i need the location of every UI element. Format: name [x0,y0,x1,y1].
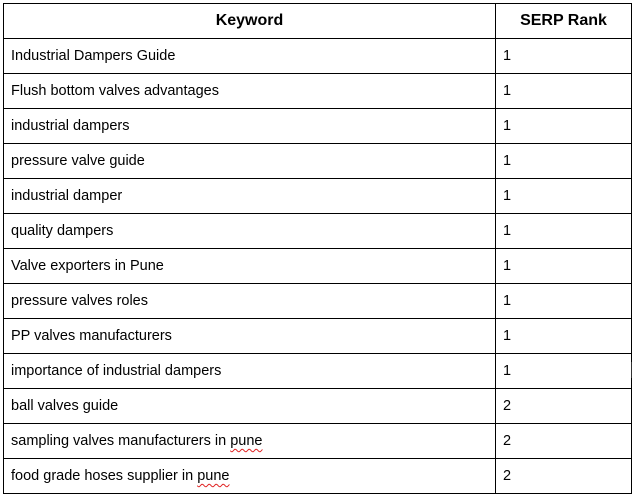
rank-cell: 1 [496,144,632,179]
table-row [4,214,632,249]
table-row [4,319,632,354]
keyword-cell: industrial dampers [4,109,496,144]
keyword-cell: pressure valves roles [4,284,496,319]
table-row [4,144,632,179]
rank-cell: 1 [496,284,632,319]
rank-cell: 1 [496,249,632,284]
keyword-cell: quality dampers [4,214,496,249]
keyword-text: sampling valves manufacturers in [11,433,231,449]
table-row [4,39,632,74]
rank-cell: 1 [496,179,632,214]
keyword-rank-table [3,3,632,494]
table-row [4,459,632,494]
rank-cell: 2 [496,459,632,494]
rank-cell: 1 [496,109,632,144]
keyword-cell: ball valves guide [4,389,496,424]
rank-cell: 1 [496,214,632,249]
table-row [4,424,632,459]
rank-cell: 1 [496,39,632,74]
keyword-text: food grade hoses supplier in [11,468,198,484]
table-row [4,109,632,144]
rank-cell: 1 [496,319,632,354]
keyword-column-header: Keyword [4,4,496,39]
table-row [4,74,632,109]
keyword-cell [4,459,496,494]
keyword-cell: pressure valve guide [4,144,496,179]
serp-rank-column-header: SERP Rank [496,4,632,39]
keyword-cell: Valve exporters in Pune [4,249,496,284]
keyword-cell: Industrial Dampers Guide [4,39,496,74]
table-row [4,179,632,214]
table-row [4,284,632,319]
header-row [4,4,632,39]
rank-cell: 2 [496,389,632,424]
keyword-cell [4,424,496,459]
keyword-cell: industrial damper [4,179,496,214]
spellcheck-flagged-word: pune [197,468,230,484]
keyword-cell: Flush bottom valves advantages [4,74,496,109]
table-row [4,354,632,389]
rank-cell: 2 [496,424,632,459]
table-row [4,389,632,424]
keyword-cell: PP valves manufacturers [4,319,496,354]
table-row [4,249,632,284]
rank-cell: 1 [496,74,632,109]
text-cursor-icon [631,362,632,378]
rank-cell: 1 [496,354,632,389]
keyword-cell: importance of industrial dampers [4,354,496,389]
spellcheck-flagged-word: pune [230,433,263,449]
